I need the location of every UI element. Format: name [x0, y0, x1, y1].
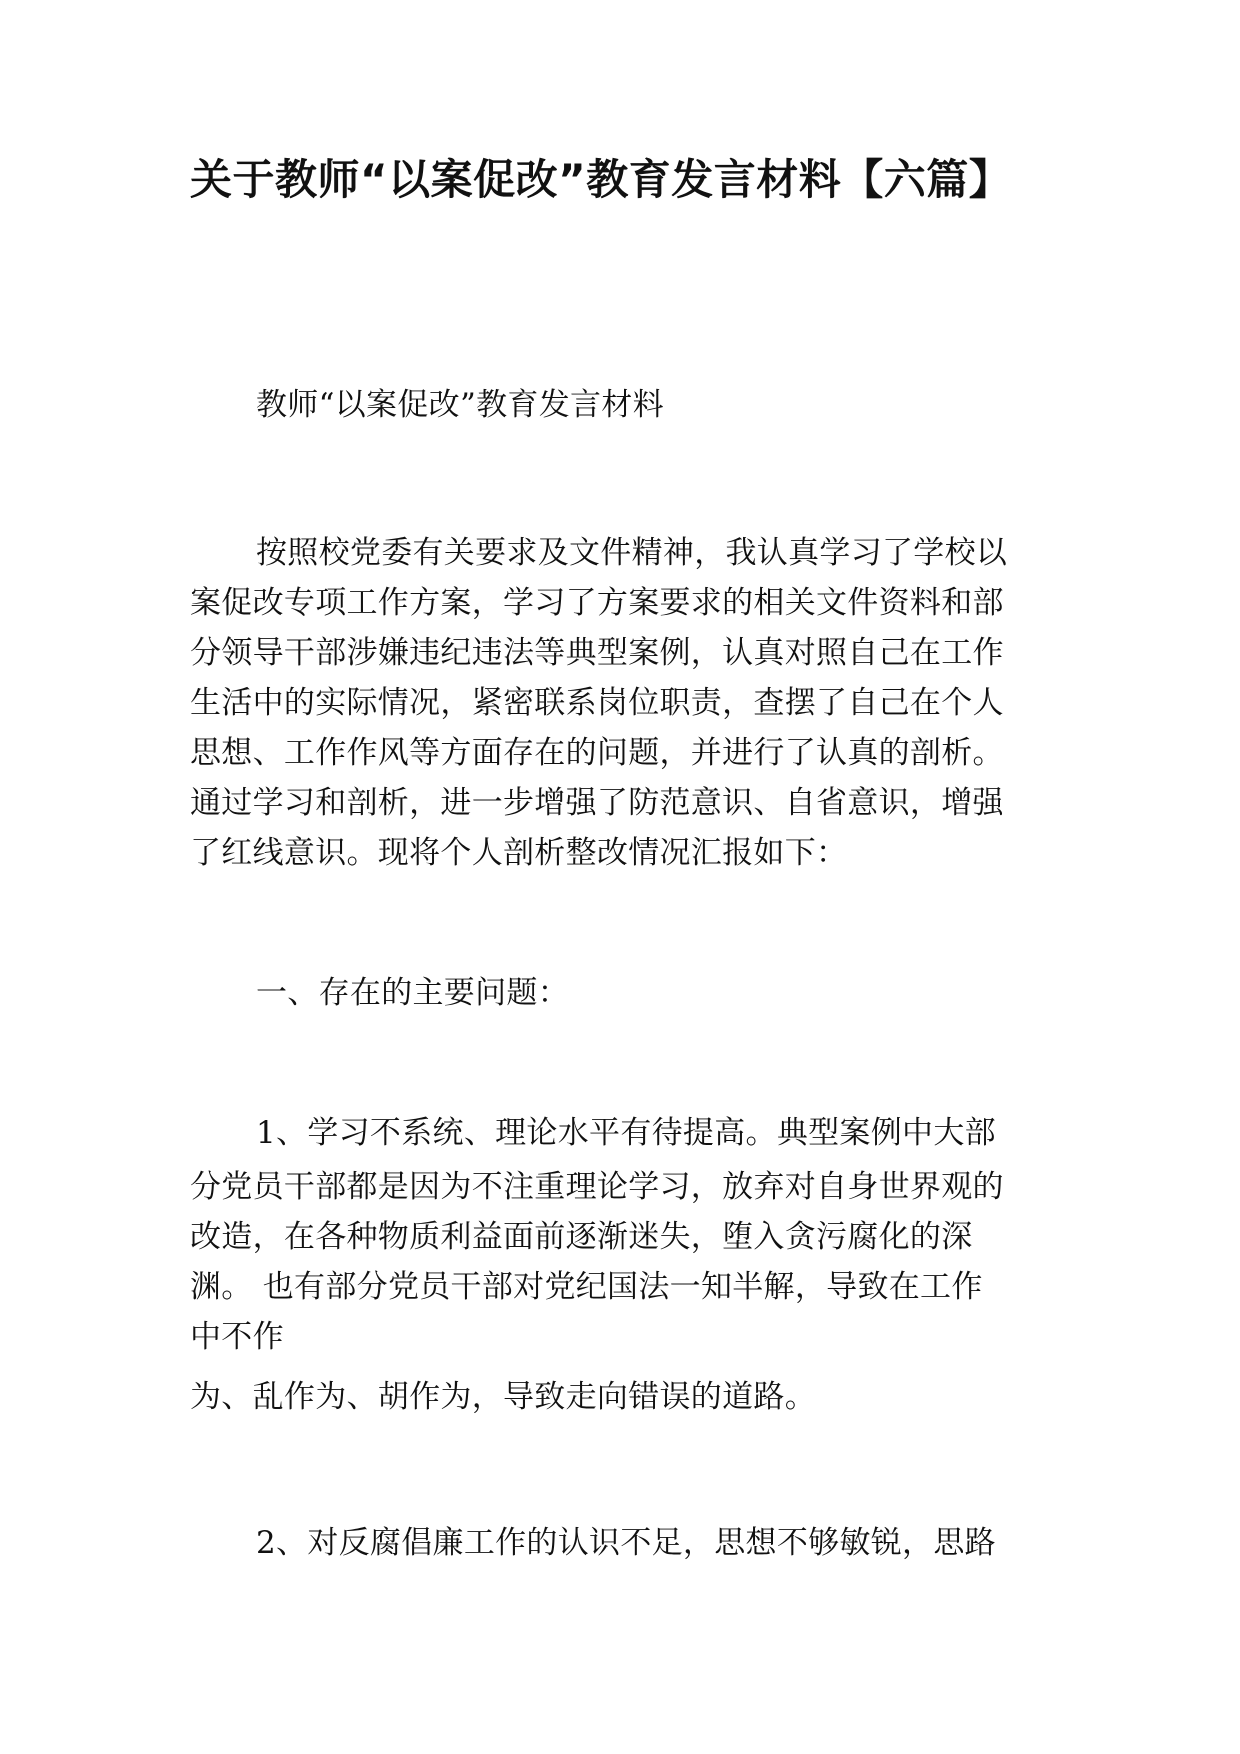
document-title: 关于教师“以案促改”教育发言材料【六篇】 [190, 155, 1012, 204]
paragraph-line: 渊。 也有部分党员干部对党纪国法一知半解，导致在工作 [190, 1269, 983, 1305]
paragraph-line: 按照校党委有关要求及文件精神，我认真学习了学校以 [256, 535, 1008, 571]
paragraph-line: 分党员干部都是因为不注重理论学习，放弃对自身世界观的 [190, 1169, 1004, 1205]
section-heading: 一、存在的主要问题： [256, 975, 569, 1011]
paragraph-line: 了红线意识。现将个人剖析整改情况汇报如下： [190, 835, 848, 871]
paragraph-line: 改造，在各种物质利益面前逐渐迷失，堕入贪污腐化的深 [190, 1219, 973, 1255]
paragraph-line: 2、对反腐倡廉工作的认识不足，思想不够敏锐，思路 [256, 1525, 996, 1561]
paragraph-line: 通过学习和剖析，进一步增强了防范意识、自省意识，增强 [190, 785, 1004, 821]
paragraph-line: 分领导干部涉嫌违纪违法等典型案例，认真对照自己在工作 [190, 635, 1004, 671]
paragraph-line: 思想、工作作风等方面存在的问题，并进行了认真的剖析。 [190, 735, 1004, 771]
paragraph-line: 1、学习不系统、理论水平有待提高。典型案例中大部 [256, 1115, 996, 1151]
paragraph-line: 生活中的实际情况，紧密联系岗位职责，查摆了自己在个人 [190, 685, 1004, 721]
paragraph-line: 为、乱作为、胡作为，导致走向错误的道路。 [190, 1379, 816, 1415]
paragraph-line: 案促改专项工作方案，学习了方案要求的相关文件资料和部 [190, 585, 1004, 621]
document-subtitle: 教师“以案促改”教育发言材料 [256, 387, 664, 423]
paragraph-line: 中不作 [190, 1319, 284, 1355]
